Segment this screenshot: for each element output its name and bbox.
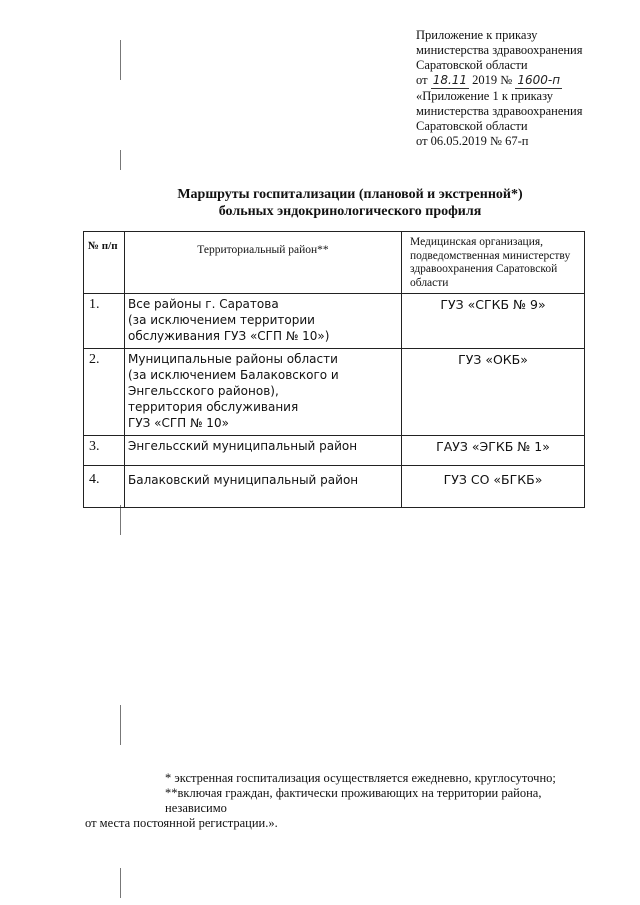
header-line: Саратовской области: [416, 58, 528, 72]
row-number: 3.: [84, 436, 125, 466]
row-district: [125, 349, 402, 436]
footnote-residents: **включая граждан, фактически проживающих на территории района, независимо: [165, 786, 542, 815]
scan-artifact-line: [120, 505, 121, 535]
header-line: Саратовской области: [416, 119, 528, 133]
district-line: территория обслуживания: [128, 400, 299, 414]
approval-header: [416, 28, 631, 149]
scan-artifact-line: [120, 868, 121, 898]
title-line: больных эндокринологического профиля: [218, 204, 482, 219]
row-number: 4.: [84, 466, 125, 508]
title-line: Маршруты госпитализации (плановой и экстренной*): [177, 187, 523, 202]
scan-artifact-line: [120, 150, 121, 170]
district-line: Муниципальные районы области: [128, 352, 338, 366]
district-line: ГУЗ «СГП № 10»: [128, 416, 229, 430]
row-district: [125, 294, 402, 349]
header-organization: Медицинская организация, подведомственная министерству здравоохранения Саратовской области: [402, 232, 585, 294]
row-district: [125, 436, 402, 466]
header-line: от 06.05.2019 № 67-п: [416, 134, 529, 148]
date-prefix: от: [416, 73, 428, 87]
district-line: Энгельсский муниципальный район: [128, 439, 358, 453]
row-organization: ГУЗ СО «БГКБ»: [402, 466, 585, 508]
row-organization: ГУЗ «ОКБ»: [402, 349, 585, 436]
table-row: [84, 294, 585, 349]
row-district: [125, 466, 402, 508]
header-line: министерства здравоохранения: [416, 104, 583, 118]
scan-artifact-line: [120, 40, 121, 80]
header-line: министерства здравоохранения: [416, 43, 583, 57]
header-line: Приложение к приказу: [416, 28, 538, 42]
row-number: 2.: [84, 349, 125, 436]
district-line: Все районы г. Саратова: [128, 297, 279, 311]
row-organization: ГАУЗ «ЭГКБ № 1»: [402, 436, 585, 466]
scan-artifact-line: [120, 705, 121, 745]
district-line: обслуживания ГУЗ «СГП № 10»): [128, 329, 330, 343]
row-organization: ГУЗ «СГКБ № 9»: [402, 294, 585, 349]
handwritten-order-number: 1600-п: [517, 73, 561, 87]
district-line: Энгельсского районов),: [128, 384, 279, 398]
year-text: 2019 №: [472, 73, 513, 87]
document-title: [120, 186, 580, 220]
district-line: (за исключением Балаковского и: [128, 368, 339, 382]
header-number: № п/п: [84, 232, 125, 294]
table-header-row: [84, 232, 585, 294]
footnote-residents-continued: от места постоянной регистрации.».: [85, 816, 278, 830]
row-number: 1.: [84, 294, 125, 349]
district-line: Балаковский муниципальный район: [128, 473, 359, 487]
header-district: Территориальный район**: [125, 232, 402, 294]
footnote-emergency: * экстренная госпитализация осуществляется ежедневно, круглосуточно;: [165, 771, 556, 785]
table-row: [84, 436, 585, 466]
handwritten-date: 18.11: [432, 73, 468, 87]
order-date-line: [416, 73, 631, 89]
hospitalization-routes-table: [83, 231, 585, 508]
district-line: (за исключением территории: [128, 313, 315, 327]
footnotes: [85, 771, 605, 831]
table-row: [84, 349, 585, 436]
header-line: «Приложение 1 к приказу: [416, 89, 554, 103]
table-row: [84, 466, 585, 508]
